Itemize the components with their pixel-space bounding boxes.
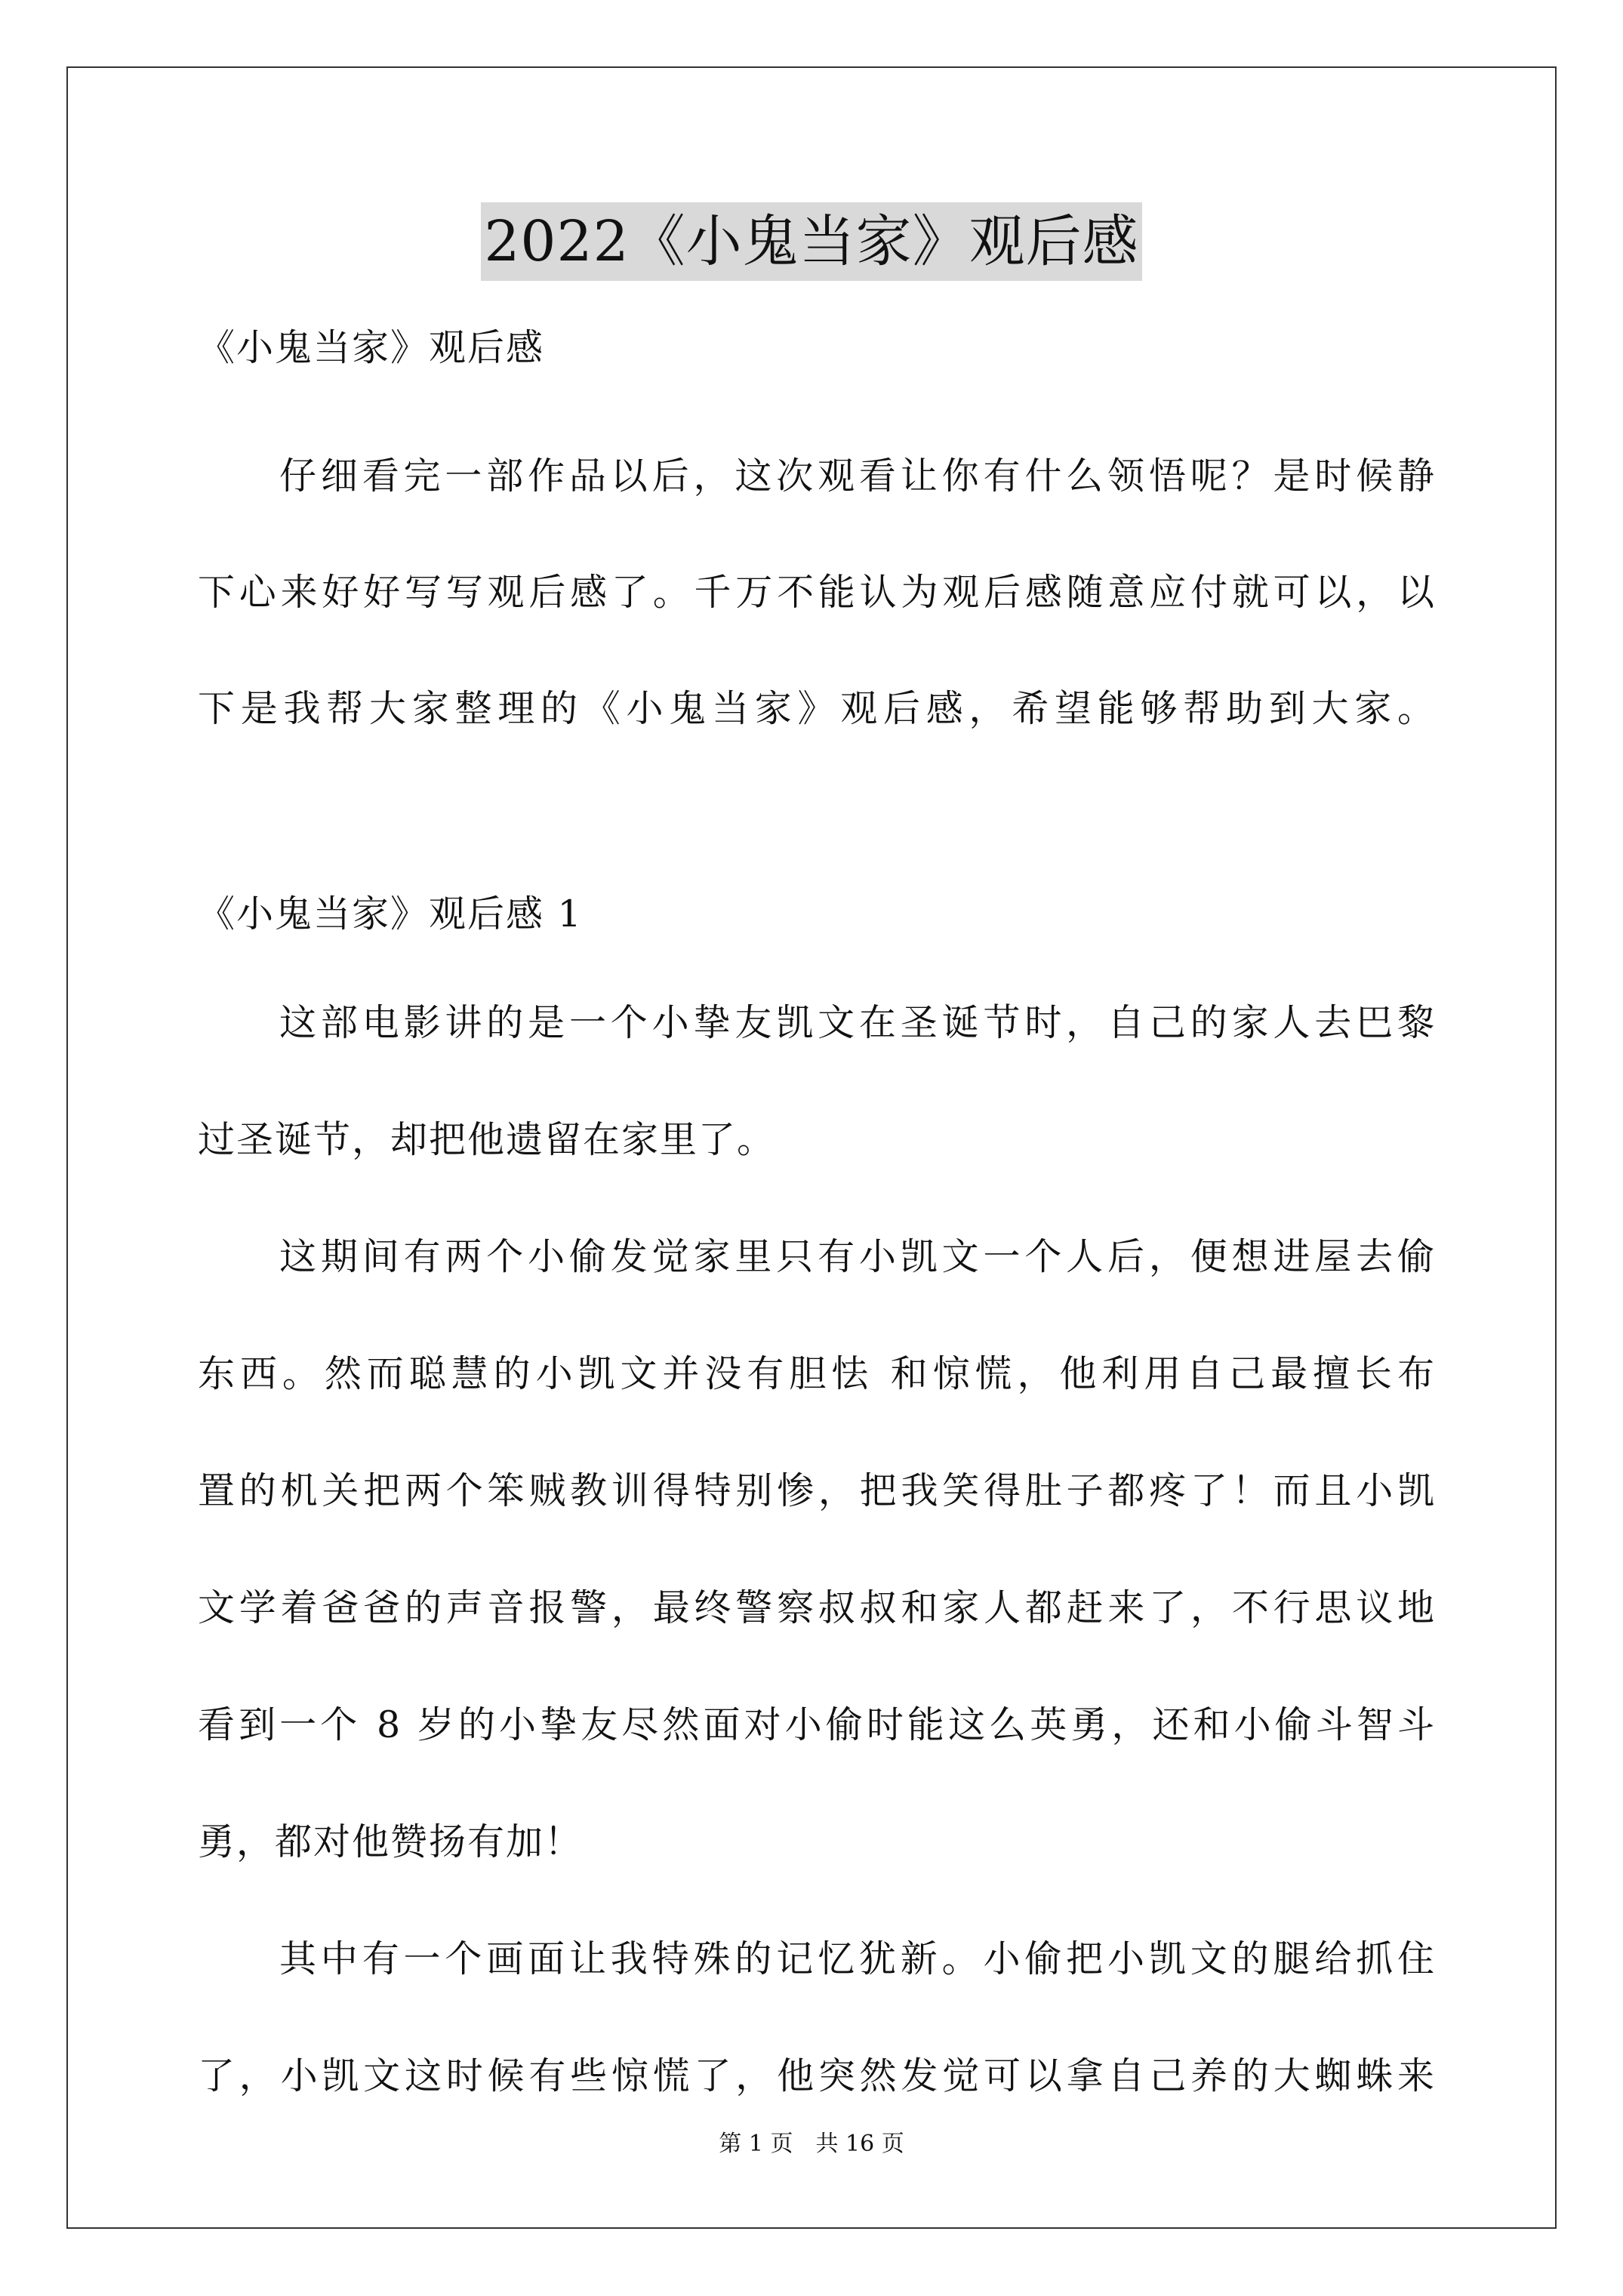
page-footer: 第 1 页 共 16 页 <box>719 2131 904 2157</box>
paragraph-line: 了，小凯文这时候有些惊慌了，他突然发觉可以拿自己养的大蜘蛛来 <box>198 2054 1436 2097</box>
intro-line: 下是我帮大家整理的《小鬼当家》观后感，希望能够帮助到大家。 <box>198 687 1436 730</box>
paragraph-line: 置的机关把两个笨贼教训得特别惨，把我笑得肚子都疼了！而且小凯 <box>198 1469 1436 1512</box>
paragraph-line: 勇，都对他赞扬有加！ <box>198 1820 584 1863</box>
paragraph-line: 其中有一个画面让我特殊的记忆犹新。小偷把小凯文的腿给抓住 <box>279 1937 1436 1980</box>
paragraph-line: 这部电影讲的是一个小挚友凯文在圣诞节时，自己的家人去巴黎 <box>279 1001 1436 1044</box>
paragraph-line: 东西。然而聪慧的小凯文并没有胆怯 和惊慌，他利用自己最擅长布 <box>198 1352 1436 1395</box>
section-heading: 《小鬼当家》观后感 1 <box>198 892 583 935</box>
title-container <box>0 202 1623 281</box>
paragraph-line: 看到一个 8 岁的小挚友尽然面对小偷时能这么英勇，还和小偷斗智斗 <box>198 1703 1436 1746</box>
paragraph-line: 过圣诞节，却把他遗留在家里了。 <box>198 1118 776 1161</box>
paragraph-line: 文学着爸爸的声音报警，最终警察叔叔和家人都赶来了，不行思议地 <box>198 1586 1436 1629</box>
intro-line: 仔细看完一部作品以后，这次观看让你有什么领悟呢？是时候静 <box>279 455 1436 498</box>
intro-line: 下心来好好写写观后感了。千万不能认为观后感随意应付就可以，以 <box>198 571 1436 614</box>
paragraph-line: 这期间有两个小偷发觉家里只有小凯文一个人后，便想进屋去偷 <box>279 1235 1436 1278</box>
subtitle: 《小鬼当家》观后感 <box>198 326 545 369</box>
document-title: 2022《小鬼当家》观后感 <box>481 202 1141 281</box>
